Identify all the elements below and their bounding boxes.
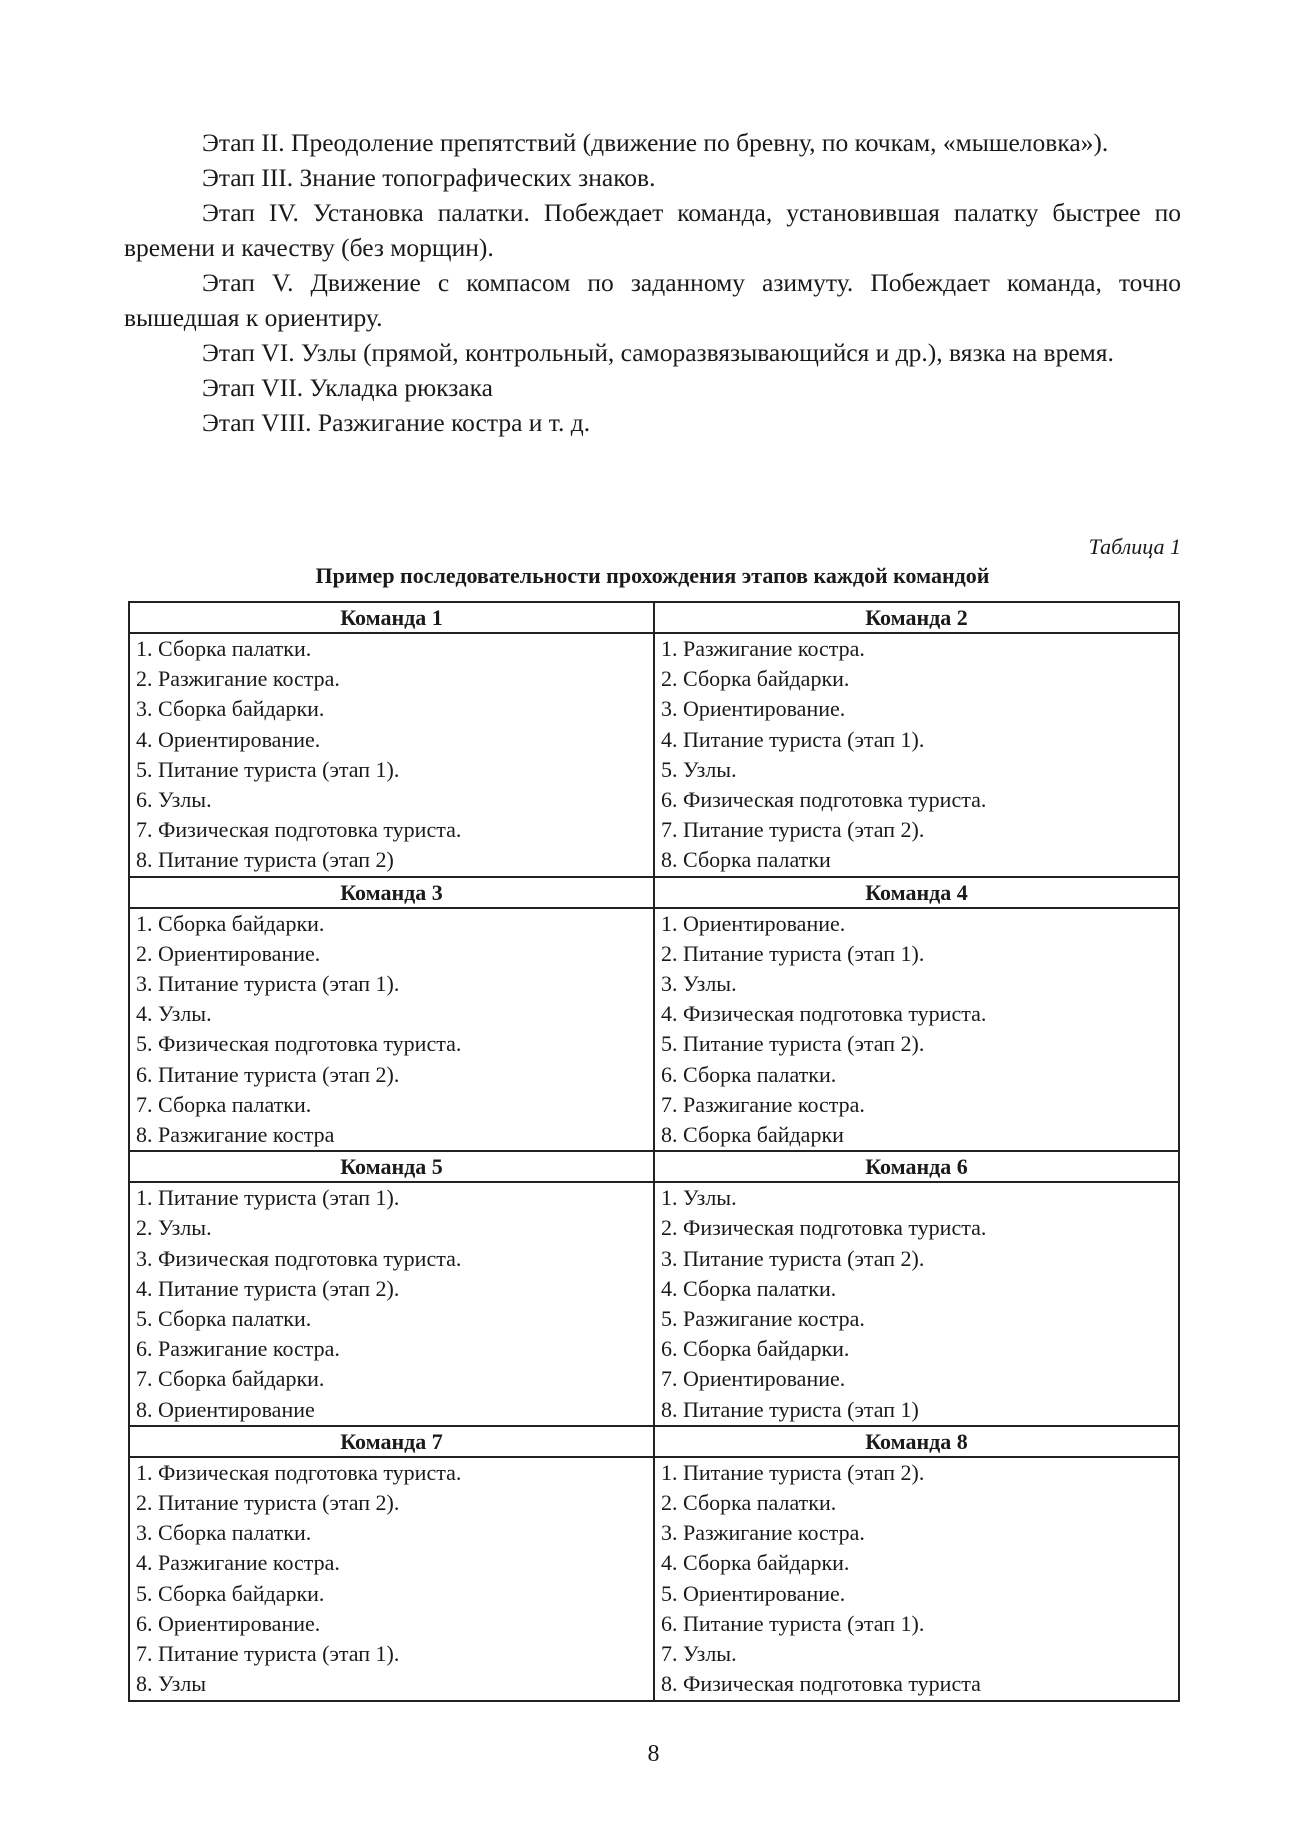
- team-items-row: [129, 633, 1179, 877]
- stage-list-item: 3. Сборка палатки.: [136, 1520, 312, 1546]
- team-header: Команда 6: [654, 1151, 1179, 1182]
- stage-list-item: 1. Разжигание костра.: [661, 636, 865, 661]
- stage-list-item: 2. Сборка байдарки.: [661, 666, 850, 692]
- stage-list-item: 1. Физическая подготовка туриста.: [136, 1459, 462, 1485]
- stage-list-item: 8. Ориентирование: [136, 1396, 315, 1422]
- team-header: Команда 4: [654, 877, 1179, 908]
- stage-list-item: 4. Сборка палатки.: [661, 1275, 837, 1301]
- stage-list-item: 7. Ориентирование.: [661, 1366, 846, 1392]
- page-number: 8: [647, 1741, 660, 1767]
- stage-list-item: 4. Узлы.: [136, 1001, 212, 1027]
- team-stage-list: [129, 1182, 654, 1426]
- stage-list-item: 6. Разжигание костра.: [136, 1336, 340, 1362]
- stage-list-item: 5. Питание туриста (этап 2).: [661, 1031, 925, 1057]
- stage-list-item: 2. Питание туриста (этап 1).: [661, 940, 925, 966]
- team-schedule-body: [129, 602, 1179, 1701]
- stage-list-item: 8. Сборка палатки: [661, 847, 831, 873]
- stage-list-item: 1. Питание туриста (этап 1).: [136, 1185, 400, 1211]
- stage-list-item: 4. Физическая подготовка туриста.: [661, 1001, 987, 1027]
- stage-list-item: 7. Физическая подготовка туриста.: [136, 817, 462, 843]
- team-header: Команда 5: [129, 1151, 654, 1182]
- team-header-row: [129, 602, 1179, 633]
- stage-list-item: 2. Узлы.: [136, 1215, 212, 1241]
- stage-list-item: 1. Питание туриста (этап 2).: [661, 1459, 925, 1485]
- team-items-row: [129, 908, 1179, 1152]
- team-stage-list: [129, 1457, 654, 1701]
- paragraph-stage-3: Этап III. Знание топографических знаков.: [202, 163, 656, 192]
- paragraph-stage-2: Этап II. Преодоление препятствий (движение по бревну, по кочкам, «мышеловка»).: [202, 128, 1109, 157]
- stage-list-item: 1. Сборка байдарки.: [136, 910, 325, 936]
- stage-list-item: 2. Ориентирование.: [136, 940, 321, 966]
- team-header-row: [129, 877, 1179, 908]
- stage-list-item: 6. Питание туриста (этап 1).: [661, 1610, 925, 1636]
- stage-list-item: 3. Ориентирование.: [661, 696, 846, 722]
- stage-list-item: 3. Питание туриста (этап 1).: [136, 971, 400, 997]
- team-stage-list: [654, 1182, 1179, 1426]
- paragraph-stage-5: Этап V. Движение с компасом по заданному азимуту. Побеждает команда, точно вышедшая к ориентиру.: [124, 268, 1181, 332]
- stage-list-item: 7. Питание туриста (этап 2).: [661, 817, 925, 843]
- table-title: Пример последовательности прохождения этапов каждой командой: [315, 563, 990, 588]
- stage-list-item: 3. Питание туриста (этап 2).: [661, 1245, 925, 1271]
- paragraph-stage-7: Этап VII. Укладка рюкзака: [202, 373, 493, 402]
- stage-list-item: 7. Разжигание костра.: [661, 1091, 865, 1117]
- stage-list-item: 5. Сборка байдарки.: [136, 1580, 325, 1606]
- team-stage-list: [129, 633, 654, 877]
- team-header-row: [129, 1426, 1179, 1457]
- stage-list-item: 6. Сборка палатки.: [661, 1061, 837, 1087]
- stage-list-item: 6. Питание туриста (этап 2).: [136, 1061, 400, 1087]
- stage-list-item: 8. Разжигание костра: [136, 1122, 335, 1148]
- stage-list-item: 1. Ориентирование.: [661, 910, 846, 936]
- team-header: Команда 2: [654, 602, 1179, 633]
- stage-list-item: 6. Физическая подготовка туриста.: [661, 787, 987, 813]
- stage-list-item: 6. Сборка байдарки.: [661, 1336, 850, 1362]
- stage-list-item: 6. Узлы.: [136, 787, 212, 813]
- team-stage-list: [654, 633, 1179, 877]
- team-items-row: [129, 1457, 1179, 1701]
- stage-list-item: 2. Сборка палатки.: [661, 1490, 837, 1516]
- paragraph-stage-6: Этап VI. Узлы (прямой, контрольный, саморазвязывающийся и др.), вязка на время.: [202, 338, 1114, 367]
- stage-list-item: 8. Физическая подготовка туриста: [661, 1671, 981, 1697]
- stage-list-item: 7. Питание туриста (этап 1).: [136, 1641, 400, 1667]
- table-caption: Таблица 1: [1088, 534, 1181, 559]
- stage-list-item: 4. Ориентирование.: [136, 726, 321, 752]
- stage-list-item: 7. Сборка палатки.: [136, 1091, 312, 1117]
- team-stage-list: [654, 908, 1179, 1152]
- stage-list-item: 6. Ориентирование.: [136, 1610, 321, 1636]
- stage-list-item: 3. Разжигание костра.: [661, 1520, 865, 1546]
- stage-list-item: 8. Питание туриста (этап 2): [136, 847, 394, 873]
- stage-list-item: 2. Питание туриста (этап 2).: [136, 1490, 400, 1516]
- stage-list-item: 5. Разжигание костра.: [661, 1306, 865, 1332]
- team-header-row: [129, 1151, 1179, 1182]
- team-stage-list: [129, 908, 654, 1152]
- team-header: Команда 8: [654, 1426, 1179, 1457]
- stage-list-item: 3. Узлы.: [661, 971, 737, 997]
- team-items-row: [129, 1182, 1179, 1426]
- body-text: [124, 125, 1181, 440]
- team-header: Команда 7: [129, 1426, 654, 1457]
- stage-list-item: 4. Разжигание костра.: [136, 1550, 340, 1576]
- stage-list-item: 4. Питание туриста (этап 2).: [136, 1275, 400, 1301]
- team-header: Команда 3: [129, 877, 654, 908]
- stage-list-item: 3. Физическая подготовка туриста.: [136, 1245, 462, 1271]
- stage-list-item: 7. Узлы.: [661, 1641, 737, 1667]
- stage-list-item: 2. Физическая подготовка туриста.: [661, 1215, 987, 1241]
- paragraph-stage-4: Этап IV. Установка палатки. Побеждает команда, установившая палатку быстрее по времени и качеству (без морщин).: [124, 198, 1181, 262]
- stage-list-item: 1. Сборка палатки.: [136, 636, 312, 661]
- stage-list-item: 8. Узлы: [136, 1671, 207, 1697]
- team-stage-list: [654, 1457, 1179, 1701]
- team-header: Команда 1: [129, 602, 654, 633]
- stage-list-item: 5. Физическая подготовка туриста.: [136, 1031, 462, 1057]
- stage-list-item: 4. Сборка байдарки.: [661, 1550, 850, 1576]
- stage-list-item: 1. Узлы.: [661, 1185, 737, 1211]
- stage-list-item: 5. Ориентирование.: [661, 1580, 846, 1606]
- stage-list-item: 5. Сборка палатки.: [136, 1306, 312, 1332]
- stage-list-item: 5. Питание туриста (этап 1).: [136, 756, 400, 782]
- stage-list-item: 2. Разжигание костра.: [136, 666, 340, 692]
- stage-list-item: 7. Сборка байдарки.: [136, 1366, 325, 1392]
- stage-list-item: 5. Узлы.: [661, 756, 737, 782]
- paragraph-stage-8: Этап VIII. Разжигание костра и т. д.: [202, 408, 591, 437]
- stage-list-item: 3. Сборка байдарки.: [136, 696, 325, 722]
- stage-list-item: 8. Питание туриста (этап 1): [661, 1396, 919, 1422]
- stage-list-item: 8. Сборка байдарки: [661, 1122, 844, 1148]
- team-schedule-table: [128, 601, 1180, 1702]
- stage-list-item: 4. Питание туриста (этап 1).: [661, 726, 925, 752]
